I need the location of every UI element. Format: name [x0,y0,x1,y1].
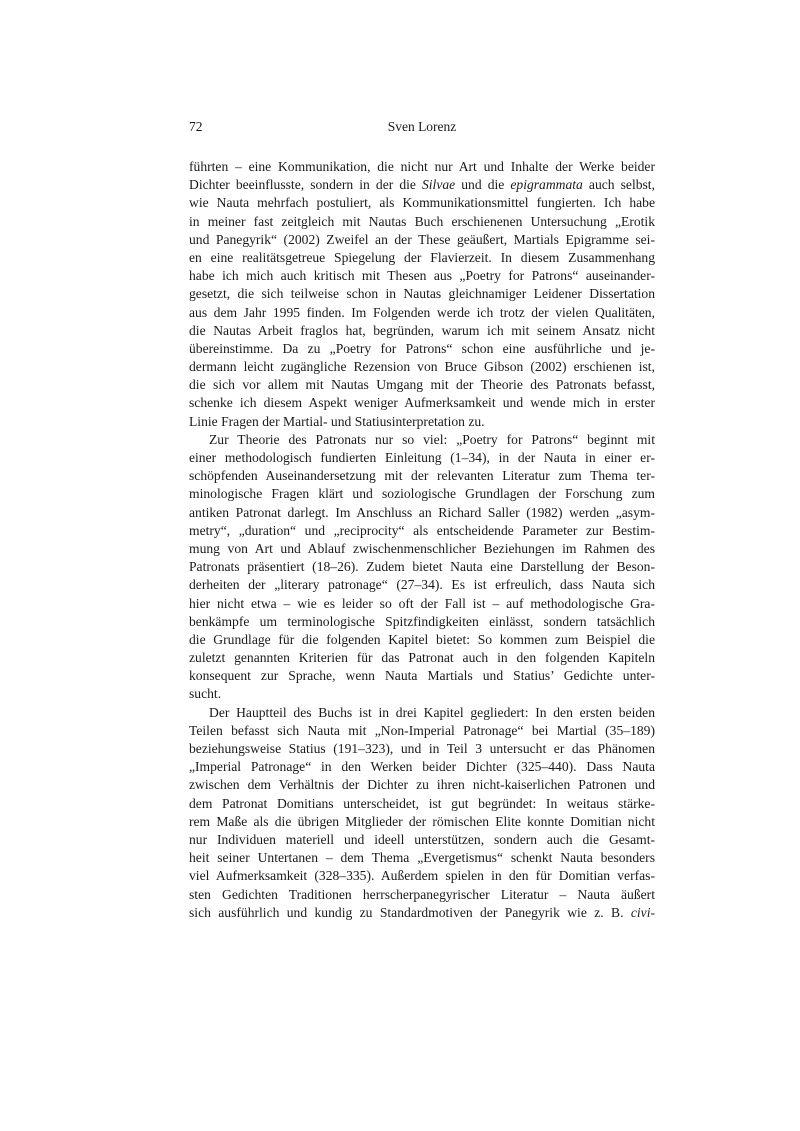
text-span: in meiner fast zeitgleich mit Nautas Buch erschienenen Untersuchung „Erotik [189,213,655,229]
text-line [189,158,655,176]
text-span: aus dem Jahr 1995 finden. Im Folgenden werde ich trotz der vielen Qualitäten, [189,304,655,320]
italic-span: Silvae [421,177,456,193]
text-line [189,685,655,703]
italic-span: epigrammata [510,177,583,193]
text-line [189,558,655,576]
text-span: derheiten der „literary patronage“ (27–34). Es ist erfreulich, dass Nauta sich [189,577,655,593]
text-line [189,722,655,740]
text-span: Linie Fragen der Martial- und Statiusinterpretation zu. [189,413,485,429]
text-line [189,867,655,885]
text-span: dem Patronat Domitians unterscheidet, ist gut begründet: In weitaus stärke- [189,795,655,811]
text-span: en eine realitätsgetreue Spiegelung der Flavierzeit. In diesem Zusammenhang [189,249,655,265]
text-line [189,194,655,212]
text-line [189,358,655,376]
text-span: und Panegyrik“ (2002) Zweifel an der These geäußert, Martials Epigramme sei- [189,231,655,247]
text-line [189,631,655,649]
text-line [189,576,655,594]
text-span: habe ich mich auch kritisch mit Thesen aus „Poetry for Patrons“ auseinander- [189,268,655,284]
italic-span: civi- [630,904,655,920]
text-span: einer methodologisch fundierten Einleitung (1–34), in der Nauta in einer er- [189,450,655,465]
text-line [189,904,655,922]
text-span: metry“, „duration“ und „reciprocity“ als entscheidende Parameter zur Bestim- [189,522,655,538]
text-line [189,704,655,722]
text-line [189,340,655,358]
text-line [189,213,655,231]
text-line [189,831,655,849]
text-span: heit seiner Untertanen – dem Thema „Evergetismus“ schenkt Nauta besonders [189,850,655,866]
page-number: 72 [189,119,203,134]
text-line [189,249,655,267]
text-line [189,449,655,467]
text-line [189,813,655,831]
body-text [189,158,655,922]
paragraph [189,704,655,922]
text-span: rem Maße als die übrigen Mitglieder der römischen Elite konnte Domitian nicht [189,813,655,829]
text-line [189,413,655,431]
text-span: und die [455,177,511,193]
text-line [189,467,655,485]
paragraph [189,158,655,431]
text-span: führten – eine Kommunikation, die nicht nur Art und Inhalte der Werke beider [189,159,655,174]
text-line [189,394,655,412]
text-line [189,740,655,758]
text-span: dermann leicht zugängliche Rezension von Bruce Gibson (2002) erschienen ist, [189,359,655,375]
text-line [189,667,655,685]
text-span: zuletzt genannten Kriterien für das Patronat auch in den folgenden Kapiteln [189,650,655,666]
text-line [189,595,655,613]
text-span: benkämpfe um terminologische Spitzfindigkeiten einlässt, sondern tatsächlich [189,613,655,629]
text-span: nur Individuen materiell und ideell unterstützen, sondern auch die Gesamt- [189,831,655,847]
text-span: Zur Theorie des Patronats nur so viel: „Poetry for Patrons“ beginnt mit [209,431,655,447]
text-span: die Grundlage für die folgenden Kapitel bietet: So kommen zum Beispiel die [189,631,655,647]
text-span: minologische Fragen klärt und soziologische Grundlagen der Forschung zum [189,486,655,502]
text-line [189,285,655,303]
text-span: schenke ich diesem Aspekt weniger Aufmerksamkeit und wende mich in erster [189,395,655,411]
text-line [189,758,655,776]
text-line [189,231,655,249]
text-span: Patronats präsentiert (18–26). Zudem bietet Nauta eine Darstellung der Beson- [189,559,655,575]
text-line [189,776,655,794]
text-span: hier nicht etwa – wie es leider so oft der Fall ist – auf methodologische Gra- [189,595,655,611]
text-span: gesetzt, die sich teilweise schon in Nautas gleichnamiger Leidener Dissertation [189,286,655,302]
text-span: Dichter beeinflusste, sondern in der die [189,177,422,193]
text-line [189,304,655,322]
text-span: viel Aufmerksamkeit (328–335). Außerdem spielen in den für Domitian verfas- [189,868,655,884]
text-span: Teilen befasst sich Nauta mit „Non-Imperial Patronage“ bei Martial (35–189) [189,722,655,738]
text-line [189,267,655,285]
text-line [189,176,655,194]
text-line [189,431,655,449]
text-span: beziehungsweise Statius (191–323), und in Teil 3 untersucht er das Phänomen [189,741,655,756]
text-line [189,795,655,813]
text-line [189,613,655,631]
text-span: sucht. [189,686,222,702]
text-span: Der Hauptteil des Buchs ist in drei Kapitel gegliedert: In den ersten beiden [209,704,655,720]
text-line [189,376,655,394]
text-line [189,522,655,540]
text-span: zwischen dem Verhältnis der Dichter zu ihren nicht-kaiserlichen Patronen und [189,777,655,793]
text-line [189,649,655,667]
text-span: die sich vor allem mit Nautas Umgang mit der Theorie des Patronats befasst, [189,377,655,393]
text-span: übereinstimme. Da zu „Poetry for Patrons“ schon eine ausführliche und je- [189,340,655,356]
text-span: auch selbst, [582,177,655,193]
text-line [189,485,655,503]
text-span: sten Gedichten Traditionen herrscherpanegyrischer Literatur – Nauta äußert [189,886,655,902]
text-span: die Nautas Arbeit fraglos hat, begründen, warum ich mit seinem Ansatz nicht [189,322,655,338]
paragraph [189,431,655,704]
running-head: Sven Lorenz [387,119,457,134]
text-line [189,849,655,867]
text-span: antiken Patronat darlegt. Im Anschluss an Richard Saller (1982) werden „asym- [189,504,655,520]
page-header [189,119,655,139]
text-line [189,886,655,904]
text-span: konsequent zur Sprache, wenn Nauta Martials und Statius’ Gedichte unter- [189,668,655,684]
text-span: wie Nauta mehrfach postuliert, als Kommunikationsmittel fungierten. Ich habe [189,195,655,211]
text-line [189,322,655,340]
text-span: mung von Art und Ablauf zwischenmenschlicher Beziehungen im Rahmen des [189,540,655,556]
text-span: schöpfenden Auseinandersetzung mit der relevanten Literatur zum Thema ter- [189,468,655,484]
text-line [189,504,655,522]
text-span: sich ausführlich und kundig zu Standardmotiven der Panegyrik wie z. B. [189,904,631,920]
text-span: „Imperial Patronage“ in den Werken beider Dichter (325–440). Dass Nauta [189,759,655,775]
text-line [189,540,655,558]
